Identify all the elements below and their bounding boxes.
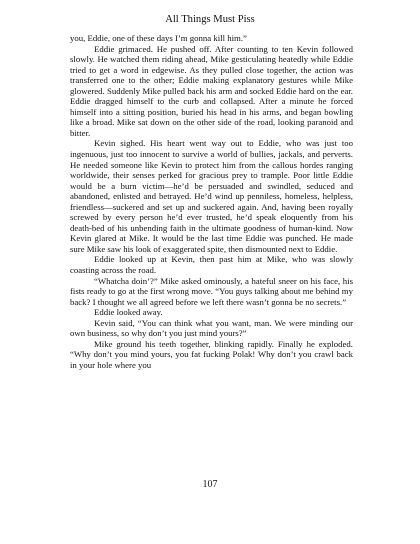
paragraph: Eddie looked up at Kevin, then past him at Mike, who was slowly coasting across the road. xyxy=(70,254,353,276)
paragraph: Eddie grimaced. He pushed off. After counting to ten Kevin followed slowly. He watched them riding ahead, Mike gesticulating heatedly while Eddie tried to get a word in edgewise. As they pulled close together, the action was transferred one to the other; Eddie making explanatory gestures while Mike glowered. Suddenly Mike pulled back his arm and socked Eddie hard on the ear. Eddie dragged himself to the curb and collapsed. After a minute he forced himself into a sitting position, buried his head in his arms, and began bowling like a broad. Mike sat down on the other side of the road, looking paranoid and bitter. xyxy=(70,43,353,138)
paragraph: Kevin said, “You can think what you want, man. We were minding our own business, so why don’t you just mind yours?” xyxy=(70,317,353,339)
running-head: All Things Must Piss xyxy=(165,14,255,25)
page-number: 107 xyxy=(202,479,218,490)
paragraph: Eddie looked away. xyxy=(94,307,163,318)
paragraph: Kevin sighed. His heart went way out to Eddie, who was just too ingenuous, just too innocent to survive a world of bullies, jackals, and perverts. He needed someone like Kevin to protect him from the callous hordes ranging worldwide, their senses perked for gracious prey to trample. Poor little Eddie would be a burn victim—he’d be persuaded and swindled, seduced and abandoned, enlisted and betrayed. He’d wind up penniless, homeless, helpless, friendless—suckered and set up and suckered again. And, having been royally screwed by every person he’d ever trusted, he’d speak eloquently from his death-bed of his unbending faith in the ultimate goodness of human-kind. Now Kevin glared at Mike. It would be the last time Eddie was punched. He made sure Mike saw his look of exaggerated spite, then dismounted next to Eddie. xyxy=(70,138,353,254)
body-text xyxy=(70,33,353,371)
paragraph: “Whatcha doin’?” Mike asked ominously, a hateful sneer on his face, his fists ready to go at the first wrong move. “You guys talking about me behind my back? I thought we all agreed before we left there wasn’t gonna be no secrets.” xyxy=(70,275,353,307)
paragraph: Mike ground his teeth together, blinking rapidly. Finally he exploded. “Why don’t you mind yours, you fat fucking Polak! Why don’t you crawl back in your hole where you xyxy=(70,338,353,370)
paragraph: you, Eddie, one of these days I’m gonna kill him.” xyxy=(70,33,247,43)
